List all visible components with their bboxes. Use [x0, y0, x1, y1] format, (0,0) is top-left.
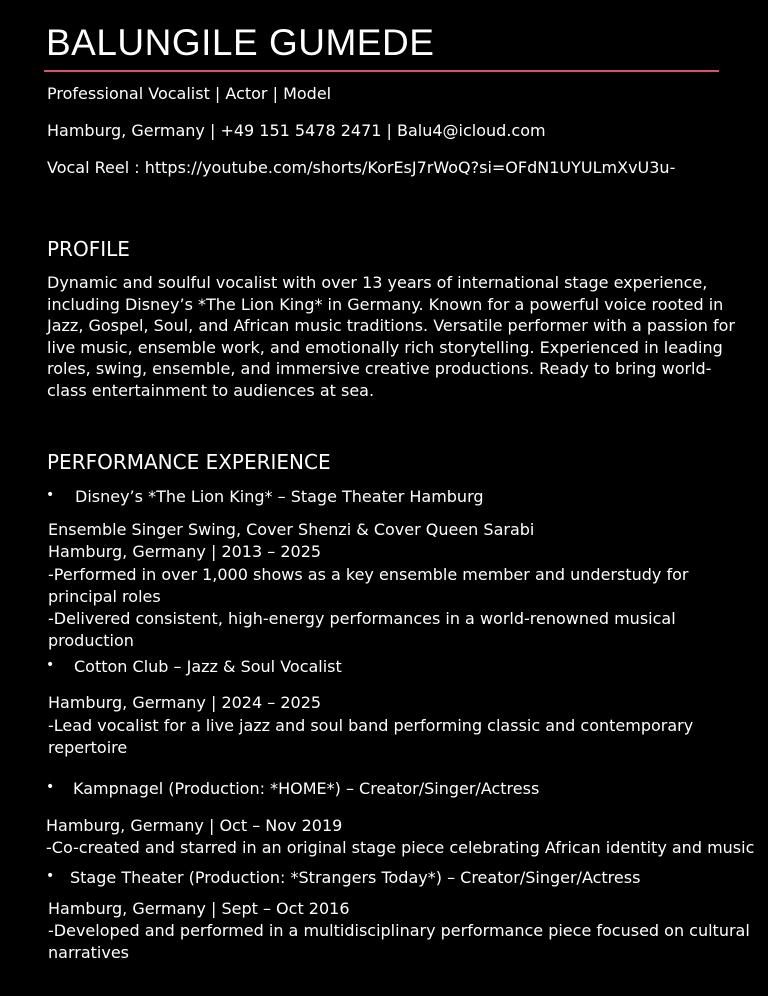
- profile-heading: PROFILE: [47, 237, 130, 261]
- entry-title: Kampnagel (Production: *HOME*) – Creator/Singer/Actress: [73, 779, 540, 798]
- bullet-icon: •: [46, 868, 55, 884]
- experience-heading: PERFORMANCE EXPERIENCE: [47, 450, 331, 474]
- profile-line: Dynamic and soulful vocalist with over 13 years of international stage experience,: [47, 273, 708, 292]
- entry-line: Hamburg, Germany | 2013 – 2025: [48, 542, 322, 561]
- entry-line: -Co-created and starred in an original stage piece celebrating African identity and music: [46, 838, 755, 857]
- profile-line: Jazz, Gospel, Soul, and African music traditions. Versatile performer with a passion for: [47, 316, 735, 335]
- profile-line: including Disney’s *The Lion King* in Germany. Known for a powerful voice rooted in: [47, 295, 724, 314]
- entry-title: Cotton Club – Jazz & Soul Vocalist: [74, 657, 342, 676]
- entry-line: -Lead vocalist for a live jazz and soul band performing classic and contemporary: [48, 716, 694, 735]
- entry-line: -Performed in over 1,000 shows as a key ensemble member and understudy for: [48, 565, 689, 584]
- entry-title: Stage Theater (Production: *Strangers Today*) – Creator/Singer/Actress: [70, 868, 641, 887]
- profile-line: roles, swing, ensemble, and immersive creative productions. Ready to bring world-: [47, 359, 712, 378]
- tagline: Professional Vocalist | Actor | Model: [47, 84, 332, 103]
- profile-line: class entertainment to audiences at sea.: [47, 381, 375, 400]
- entry-line: narratives: [48, 943, 129, 962]
- candidate-name: BALUNGILE GUMEDE: [46, 22, 435, 63]
- bullet-icon: •: [46, 657, 55, 673]
- bullet-icon: •: [46, 779, 55, 795]
- bullet-icon: •: [46, 487, 55, 503]
- entry-line: -Delivered consistent, high-energy performances in a world-renowned musical: [48, 609, 676, 628]
- entry-line: Hamburg, Germany | 2024 – 2025: [48, 693, 322, 712]
- entry-line: -Developed and performed in a multidisciplinary performance piece focused on cultural: [48, 921, 750, 940]
- entry-line: Hamburg, Germany | Sept – Oct 2016: [48, 899, 350, 918]
- vocal-reel-link[interactable]: Vocal Reel : https://youtube.com/shorts/KorEsJ7rWoQ?si=OFdN1UYULmXvU3u-: [47, 158, 676, 177]
- entry-line: repertoire: [48, 738, 128, 757]
- contact-line: Hamburg, Germany | +49 151 5478 2471 | Balu4@icloud.com: [47, 121, 546, 140]
- entry-line: Hamburg, Germany | Oct – Nov 2019: [46, 816, 343, 835]
- entry-line: production: [48, 631, 134, 650]
- entry-title: Disney’s *The Lion King* – Stage Theater Hamburg: [75, 487, 484, 506]
- profile-line: live music, ensemble work, and emotionally rich storytelling. Experienced in leading: [47, 338, 723, 357]
- header-divider: [44, 70, 719, 72]
- entry-line: principal roles: [48, 587, 161, 606]
- entry-line: Ensemble Singer Swing, Cover Shenzi & Cover Queen Sarabi: [48, 520, 535, 539]
